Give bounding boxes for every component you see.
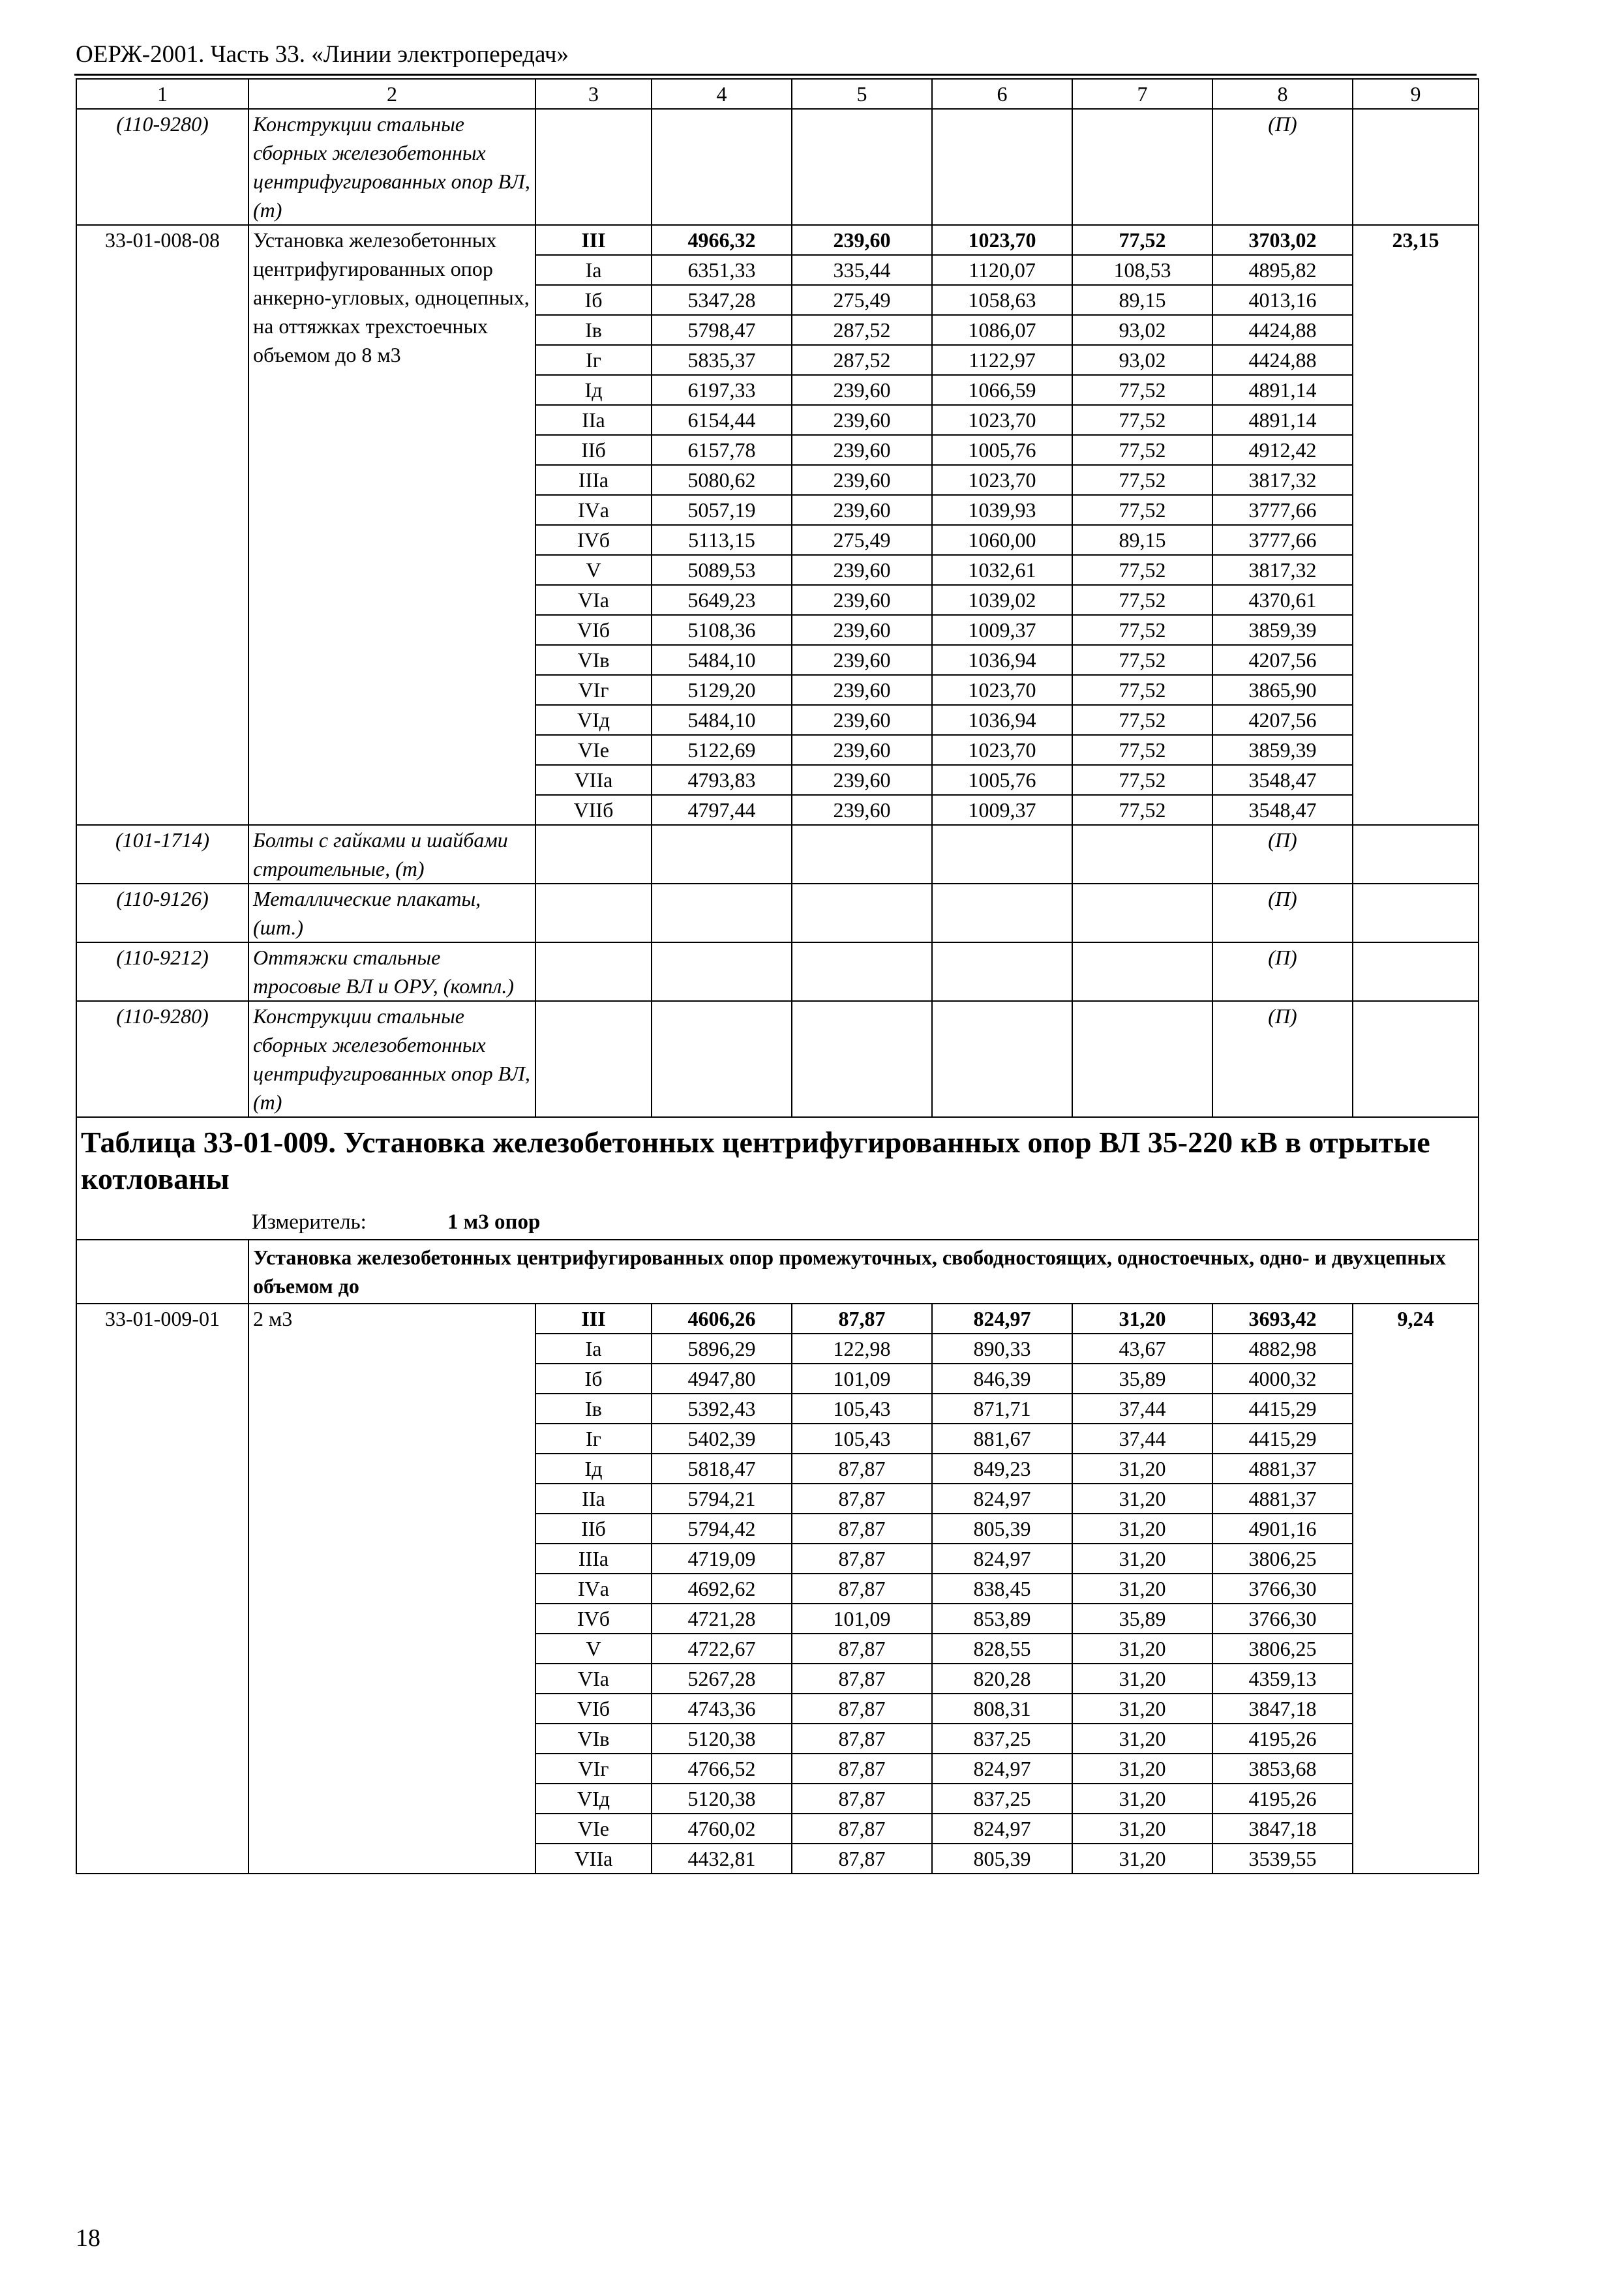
region-cell: Iа <box>535 1334 652 1364</box>
value-col4: 5794,42 <box>652 1514 792 1544</box>
resource-col8: (П) <box>1212 1001 1353 1117</box>
value-col6: 808,31 <box>932 1694 1072 1724</box>
value-col7: 77,52 <box>1072 555 1212 585</box>
value-col8: 3548,47 <box>1212 765 1353 795</box>
resource-row <box>76 884 1479 942</box>
value-col8: 3766,30 <box>1212 1604 1353 1634</box>
value-col5: 105,43 <box>792 1424 932 1454</box>
value-col6: 890,33 <box>932 1334 1072 1364</box>
value-col7: 93,02 <box>1072 345 1212 375</box>
value-col8: 3777,66 <box>1212 525 1353 555</box>
value-col6: 824,97 <box>932 1304 1072 1334</box>
value-col7: 31,20 <box>1072 1844 1212 1874</box>
item-code: 33-01-008-08 <box>76 225 248 825</box>
value-col6: 1060,00 <box>932 525 1072 555</box>
value-col5: 275,49 <box>792 525 932 555</box>
value-col4: 5120,38 <box>652 1784 792 1814</box>
value-col5: 239,60 <box>792 495 932 525</box>
value-col6: 1005,76 <box>932 765 1072 795</box>
value-col8: 4195,26 <box>1212 1784 1353 1814</box>
section-header-row <box>76 1240 1479 1304</box>
value-col8: 3539,55 <box>1212 1844 1353 1874</box>
value-col4: 5108,36 <box>652 615 792 645</box>
value-col6: 838,45 <box>932 1574 1072 1604</box>
value-col6: 1023,70 <box>932 465 1072 495</box>
region-cell: Iг <box>535 1424 652 1454</box>
value-col7: 31,20 <box>1072 1514 1212 1544</box>
value-col8: 3847,18 <box>1212 1814 1353 1844</box>
item-description: 2 м3 <box>248 1304 535 1874</box>
value-col8: 4424,88 <box>1212 315 1353 345</box>
value-col7: 31,20 <box>1072 1664 1212 1694</box>
value-col4: 5129,20 <box>652 675 792 705</box>
value-col5: 239,60 <box>792 585 932 615</box>
value-col6: 849,23 <box>932 1454 1072 1484</box>
value-col8: 3817,32 <box>1212 555 1353 585</box>
value-col6: 1120,07 <box>932 255 1072 285</box>
region-cell: IVа <box>535 495 652 525</box>
value-col8: 3859,39 <box>1212 735 1353 765</box>
value-col5: 239,60 <box>792 225 932 255</box>
value-col5: 239,60 <box>792 405 932 435</box>
value-col7: 31,20 <box>1072 1484 1212 1514</box>
value-col4: 5122,69 <box>652 735 792 765</box>
value-col7: 77,52 <box>1072 795 1212 825</box>
value-col8: 3847,18 <box>1212 1694 1353 1724</box>
value-col7: 89,15 <box>1072 285 1212 315</box>
column-number: 9 <box>1353 79 1479 109</box>
value-col7: 31,20 <box>1072 1694 1212 1724</box>
value-col8: 4415,29 <box>1212 1424 1353 1454</box>
value-col7: 93,02 <box>1072 315 1212 345</box>
region-cell: VIд <box>535 1784 652 1814</box>
resource-row <box>76 825 1479 884</box>
rate-row <box>76 225 1479 255</box>
region-cell: IIIа <box>535 465 652 495</box>
value-col6: 1032,61 <box>932 555 1072 585</box>
table-title-row <box>76 1117 1479 1240</box>
value-col5: 335,44 <box>792 255 932 285</box>
value-col7: 31,20 <box>1072 1304 1212 1334</box>
region-cell: Iв <box>535 315 652 345</box>
value-col6: 1023,70 <box>932 675 1072 705</box>
value-col5: 239,60 <box>792 375 932 405</box>
value-col7: 31,20 <box>1072 1544 1212 1574</box>
region-cell: VIе <box>535 1814 652 1844</box>
column-number: 1 <box>76 79 248 109</box>
value-col4: 5080,62 <box>652 465 792 495</box>
value-col6: 805,39 <box>932 1514 1072 1544</box>
value-col5: 87,87 <box>792 1694 932 1724</box>
value-col4: 5267,28 <box>652 1664 792 1694</box>
value-col7: 77,52 <box>1072 585 1212 615</box>
value-col6: 1009,37 <box>932 795 1072 825</box>
column-number: 7 <box>1072 79 1212 109</box>
value-col8: 4881,37 <box>1212 1484 1353 1514</box>
resource-col8: (П) <box>1212 884 1353 942</box>
value-col5: 275,49 <box>792 285 932 315</box>
resource-name: Оттяжки стальные тросовые ВЛ и ОРУ, (компл.) <box>248 942 535 1001</box>
value-col5: 87,87 <box>792 1304 932 1334</box>
column-number: 2 <box>248 79 535 109</box>
value-col6: 1122,97 <box>932 345 1072 375</box>
value-col5: 87,87 <box>792 1724 932 1754</box>
value-col8: 4370,61 <box>1212 585 1353 615</box>
column-number: 6 <box>932 79 1072 109</box>
value-col8: 4195,26 <box>1212 1724 1353 1754</box>
meter-value: 1 м3 опор <box>447 1210 541 1234</box>
value-col5: 101,09 <box>792 1364 932 1394</box>
region-cell: VIIа <box>535 1844 652 1874</box>
value-col8: 4891,14 <box>1212 405 1353 435</box>
value-col7: 77,52 <box>1072 705 1212 735</box>
header-rule <box>74 74 1477 76</box>
resource-name: Болты с гайками и шайбами строительные, (т) <box>248 825 535 884</box>
value-col7: 77,52 <box>1072 615 1212 645</box>
value-col8: 4881,37 <box>1212 1454 1353 1484</box>
region-cell: Iд <box>535 1454 652 1484</box>
value-col5: 87,87 <box>792 1544 932 1574</box>
value-col6: 881,67 <box>932 1424 1072 1454</box>
value-col6: 1036,94 <box>932 645 1072 675</box>
region-cell: V <box>535 555 652 585</box>
value-col5: 239,60 <box>792 435 932 465</box>
resource-code: (110-9280) <box>76 1001 248 1117</box>
region-cell: VIе <box>535 735 652 765</box>
value-col5: 87,87 <box>792 1814 932 1844</box>
value-col8: 3693,42 <box>1212 1304 1353 1334</box>
value-col5: 87,87 <box>792 1754 932 1784</box>
value-col7: 77,52 <box>1072 225 1212 255</box>
region-cell: IVа <box>535 1574 652 1604</box>
value-col4: 5835,37 <box>652 345 792 375</box>
value-col4: 4721,28 <box>652 1604 792 1634</box>
value-col7: 31,20 <box>1072 1574 1212 1604</box>
value-col8: 3806,25 <box>1212 1634 1353 1664</box>
value-col5: 87,87 <box>792 1784 932 1814</box>
value-col8: 3777,66 <box>1212 495 1353 525</box>
value-col4: 5484,10 <box>652 705 792 735</box>
value-col8: 3859,39 <box>1212 615 1353 645</box>
value-col6: 824,97 <box>932 1484 1072 1514</box>
value-col5: 87,87 <box>792 1484 932 1514</box>
region-cell: VIа <box>535 585 652 615</box>
value-col8: 3817,32 <box>1212 465 1353 495</box>
value-col8: 4901,16 <box>1212 1514 1353 1544</box>
value-col6: 1058,63 <box>932 285 1072 315</box>
value-col5: 239,60 <box>792 795 932 825</box>
value-col7: 31,20 <box>1072 1754 1212 1784</box>
rates-table <box>76 78 1479 1874</box>
value-col4: 4947,80 <box>652 1364 792 1394</box>
region-cell: III <box>535 225 652 255</box>
value-col7: 35,89 <box>1072 1604 1212 1634</box>
value-col5: 287,52 <box>792 345 932 375</box>
value-col4: 5484,10 <box>652 645 792 675</box>
table-title-cell <box>76 1117 1479 1240</box>
value-col7: 77,52 <box>1072 675 1212 705</box>
value-col4: 4793,83 <box>652 765 792 795</box>
column-number: 3 <box>535 79 652 109</box>
value-col5: 87,87 <box>792 1664 932 1694</box>
value-col5: 239,60 <box>792 675 932 705</box>
item-description: Установка железобетонных центрифугированных опор анкерно-угловых, одноцепных, на оттяжках трехстоечных объемом до 8 м3 <box>248 225 535 825</box>
value-col5: 287,52 <box>792 315 932 345</box>
value-col7: 35,89 <box>1072 1364 1212 1394</box>
value-col8: 3703,02 <box>1212 225 1353 255</box>
value-col8: 4359,13 <box>1212 1664 1353 1694</box>
column-number-row <box>76 79 1479 109</box>
value-col6: 837,25 <box>932 1784 1072 1814</box>
resource-code: (101-1714) <box>76 825 248 884</box>
table-title: Таблица 33-01-009. Установка железобетонных центрифугированных опор ВЛ 35-220 кВ в отрытые котлованы <box>81 1126 1430 1195</box>
region-cell: VIб <box>535 615 652 645</box>
value-col7: 31,20 <box>1072 1724 1212 1754</box>
meter-label: Измеритель: <box>252 1210 367 1234</box>
value-col7: 37,44 <box>1072 1394 1212 1424</box>
section-header: Установка железобетонных центрифугированных опор промежуточных, свободностоящих, одностоечных, одно- и двухцепных объемом до <box>248 1240 1479 1304</box>
region-cell: VIв <box>535 1724 652 1754</box>
value-col5: 87,87 <box>792 1574 932 1604</box>
region-cell: V <box>535 1634 652 1664</box>
value-col4: 6197,33 <box>652 375 792 405</box>
value-col7: 31,20 <box>1072 1634 1212 1664</box>
value-col7: 37,44 <box>1072 1424 1212 1454</box>
value-col8: 3548,47 <box>1212 795 1353 825</box>
value-col6: 853,89 <box>932 1604 1072 1634</box>
value-col5: 239,60 <box>792 705 932 735</box>
column-number: 8 <box>1212 79 1353 109</box>
value-col5: 239,60 <box>792 735 932 765</box>
value-col4: 5818,47 <box>652 1454 792 1484</box>
value-col6: 1023,70 <box>932 405 1072 435</box>
region-cell: IIIа <box>535 1544 652 1574</box>
resource-col8: (П) <box>1212 942 1353 1001</box>
value-col7: 31,20 <box>1072 1814 1212 1844</box>
resource-row <box>76 109 1479 225</box>
value-col8: 3853,68 <box>1212 1754 1353 1784</box>
resource-col8: (П) <box>1212 109 1353 225</box>
value-col5: 239,60 <box>792 465 932 495</box>
value-col4: 5089,53 <box>652 555 792 585</box>
value-col8: 4424,88 <box>1212 345 1353 375</box>
value-col8: 4912,42 <box>1212 435 1353 465</box>
value-col4: 4432,81 <box>652 1844 792 1874</box>
value-col4: 4743,36 <box>652 1694 792 1724</box>
value-col6: 805,39 <box>932 1844 1072 1874</box>
resource-name: Конструкции стальные сборных железобетонных центрифугированных опор ВЛ, (т) <box>248 109 535 225</box>
resource-name: Металлические плакаты, (шт.) <box>248 884 535 942</box>
item-code: 33-01-009-01 <box>76 1304 248 1874</box>
value-col4: 4719,09 <box>652 1544 792 1574</box>
region-cell: VIIб <box>535 795 652 825</box>
value-col6: 1023,70 <box>932 225 1072 255</box>
value-col8: 4895,82 <box>1212 255 1353 285</box>
value-col7: 77,52 <box>1072 375 1212 405</box>
region-cell: VIв <box>535 645 652 675</box>
value-col4: 5347,28 <box>652 285 792 315</box>
value-col5: 87,87 <box>792 1454 932 1484</box>
value-col5: 101,09 <box>792 1604 932 1634</box>
value-col5: 239,60 <box>792 615 932 645</box>
page-header: ОЕРЖ-2001. Часть 33. «Линии электропередач» <box>76 41 569 68</box>
value-col7: 77,52 <box>1072 645 1212 675</box>
value-col4: 5794,21 <box>652 1484 792 1514</box>
value-col8: 3766,30 <box>1212 1574 1353 1604</box>
value-col8: 4207,56 <box>1212 645 1353 675</box>
value-col7: 31,20 <box>1072 1454 1212 1484</box>
value-col6: 837,25 <box>932 1724 1072 1754</box>
value-col6: 1023,70 <box>932 735 1072 765</box>
value-col4: 6154,44 <box>652 405 792 435</box>
value-col6: 1009,37 <box>932 615 1072 645</box>
value-col4: 4692,62 <box>652 1574 792 1604</box>
rate-row <box>76 1304 1479 1334</box>
value-col5: 87,87 <box>792 1844 932 1874</box>
value-col5: 122,98 <box>792 1334 932 1364</box>
resource-code: (110-9280) <box>76 109 248 225</box>
resource-row <box>76 942 1479 1001</box>
value-col8: 4207,56 <box>1212 705 1353 735</box>
value-col6: 1036,94 <box>932 705 1072 735</box>
region-cell: VIа <box>535 1664 652 1694</box>
value-col5: 239,60 <box>792 765 932 795</box>
value-col7: 77,52 <box>1072 465 1212 495</box>
value-col6: 820,28 <box>932 1664 1072 1694</box>
value-col7: 43,67 <box>1072 1334 1212 1364</box>
value-col7: 77,52 <box>1072 405 1212 435</box>
region-cell: Iб <box>535 285 652 315</box>
region-cell: VIб <box>535 1694 652 1724</box>
resource-name: Конструкции стальные сборных железобетонных центрифугированных опор ВЛ, (т) <box>248 1001 535 1117</box>
resource-code: (110-9212) <box>76 942 248 1001</box>
value-col8: 4013,16 <box>1212 285 1353 315</box>
value-col7: 77,52 <box>1072 435 1212 465</box>
value-col5: 239,60 <box>792 555 932 585</box>
region-cell: VIг <box>535 675 652 705</box>
value-col8: 4882,98 <box>1212 1334 1353 1364</box>
region-cell: IIа <box>535 405 652 435</box>
region-cell: VIг <box>535 1754 652 1784</box>
value-col6: 824,97 <box>932 1544 1072 1574</box>
value-col8: 4891,14 <box>1212 375 1353 405</box>
value-col7: 108,53 <box>1072 255 1212 285</box>
value-col7: 77,52 <box>1072 735 1212 765</box>
region-cell: VIд <box>535 705 652 735</box>
value-col5: 87,87 <box>792 1634 932 1664</box>
resource-row <box>76 1001 1479 1117</box>
value-col4: 4766,52 <box>652 1754 792 1784</box>
region-cell: VIIа <box>535 765 652 795</box>
value-col6: 846,39 <box>932 1364 1072 1394</box>
value-col5: 87,87 <box>792 1514 932 1544</box>
value-col6: 1005,76 <box>932 435 1072 465</box>
value-col8: 4415,29 <box>1212 1394 1353 1424</box>
value-col4: 5896,29 <box>652 1334 792 1364</box>
region-cell: Iд <box>535 375 652 405</box>
value-col4: 4722,67 <box>652 1634 792 1664</box>
value-col7: 77,52 <box>1072 495 1212 525</box>
region-cell: IIа <box>535 1484 652 1514</box>
value-col8: 3865,90 <box>1212 675 1353 705</box>
value-col6: 1039,02 <box>932 585 1072 615</box>
region-cell: Iа <box>535 255 652 285</box>
value-col5: 239,60 <box>792 645 932 675</box>
value-col4: 4760,02 <box>652 1814 792 1844</box>
region-cell: IVб <box>535 1604 652 1634</box>
page-number: 18 <box>76 2224 100 2252</box>
column-number: 5 <box>792 79 932 109</box>
value-col8: 4000,32 <box>1212 1364 1353 1394</box>
value-col4: 4966,32 <box>652 225 792 255</box>
value-col9: 23,15 <box>1353 225 1479 825</box>
value-col6: 1086,07 <box>932 315 1072 345</box>
value-col4: 5113,15 <box>652 525 792 555</box>
value-col9: 9,24 <box>1353 1304 1479 1874</box>
region-cell: IVб <box>535 525 652 555</box>
value-col7: 31,20 <box>1072 1784 1212 1814</box>
value-col4: 6157,78 <box>652 435 792 465</box>
region-cell: III <box>535 1304 652 1334</box>
value-col4: 5120,38 <box>652 1724 792 1754</box>
region-cell: IIб <box>535 1514 652 1544</box>
value-col6: 824,97 <box>932 1754 1072 1784</box>
value-col4: 5649,23 <box>652 585 792 615</box>
resource-code: (110-9126) <box>76 884 248 942</box>
value-col4: 4606,26 <box>652 1304 792 1334</box>
region-cell: IIб <box>535 435 652 465</box>
region-cell: Iг <box>535 345 652 375</box>
value-col7: 89,15 <box>1072 525 1212 555</box>
value-col6: 1066,59 <box>932 375 1072 405</box>
value-col7: 77,52 <box>1072 765 1212 795</box>
region-cell: Iб <box>535 1364 652 1394</box>
value-col4: 6351,33 <box>652 255 792 285</box>
value-col4: 5392,43 <box>652 1394 792 1424</box>
value-col4: 5402,39 <box>652 1424 792 1454</box>
meter-line <box>81 1208 1474 1236</box>
column-number: 4 <box>652 79 792 109</box>
value-col5: 105,43 <box>792 1394 932 1424</box>
value-col4: 5057,19 <box>652 495 792 525</box>
value-col6: 828,55 <box>932 1634 1072 1664</box>
region-cell: Iв <box>535 1394 652 1424</box>
value-col4: 5798,47 <box>652 315 792 345</box>
value-col6: 871,71 <box>932 1394 1072 1424</box>
value-col8: 3806,25 <box>1212 1544 1353 1574</box>
resource-col8: (П) <box>1212 825 1353 884</box>
value-col4: 4797,44 <box>652 795 792 825</box>
value-col6: 824,97 <box>932 1814 1072 1844</box>
value-col6: 1039,93 <box>932 495 1072 525</box>
